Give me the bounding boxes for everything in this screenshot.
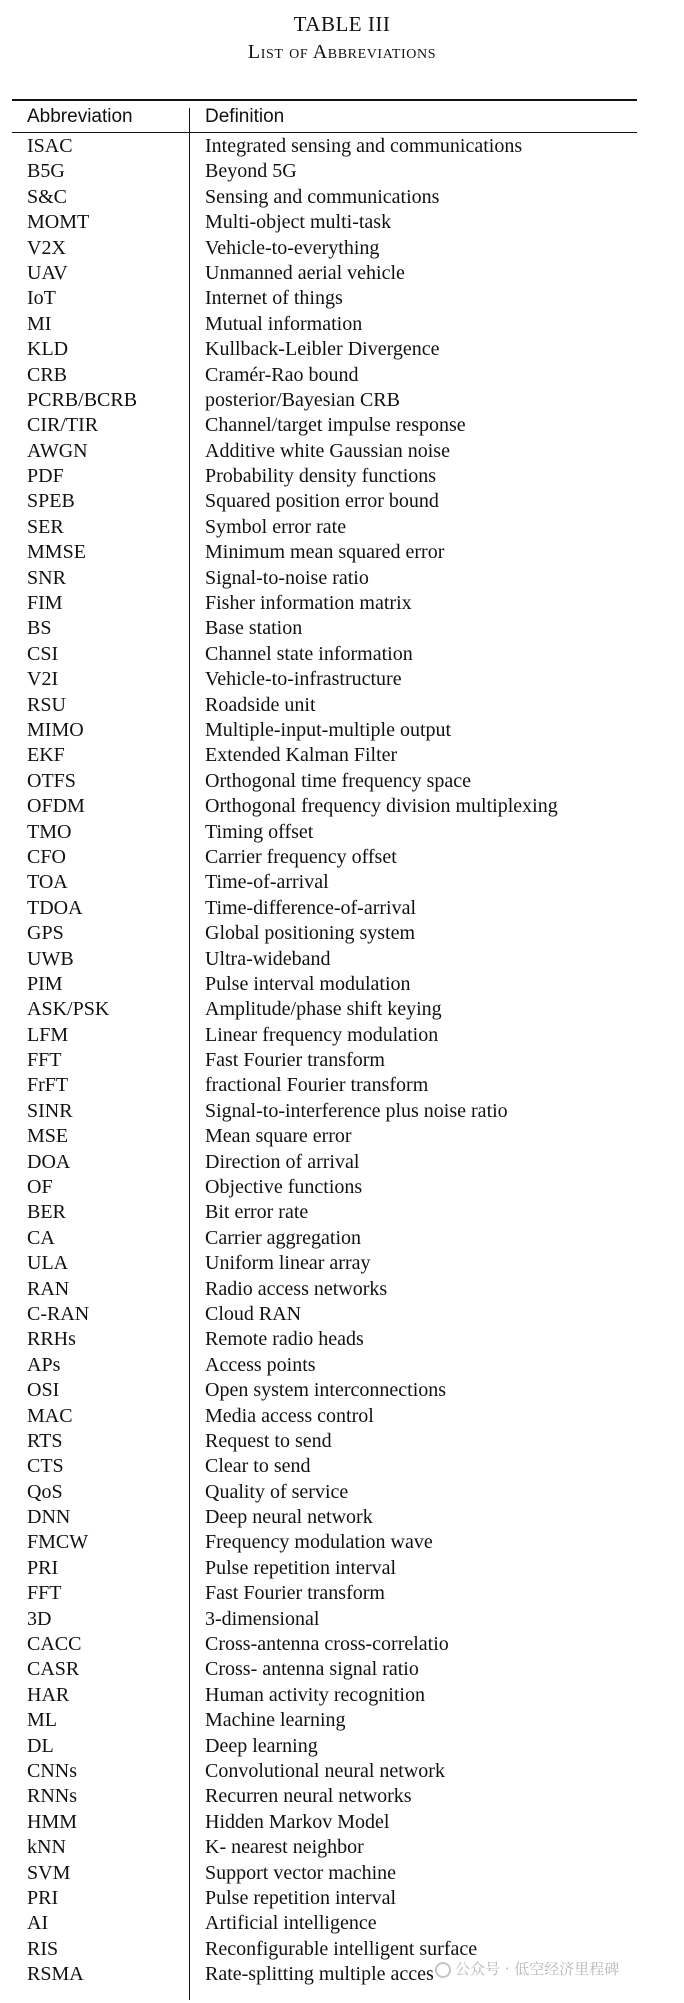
abbreviation-cell: TMO [27, 820, 72, 843]
table-row [0, 439, 684, 464]
table-row [0, 642, 684, 667]
definition-cell: Request to send [205, 1429, 332, 1452]
abbreviation-cell: OF [27, 1176, 53, 1199]
abbreviation-cell: SPEB [27, 490, 75, 513]
definition-cell: Vehicle-to-everything [205, 236, 380, 259]
abbreviation-cell: HAR [27, 1683, 70, 1706]
definition-cell: Signal-to-interference plus noise ratio [205, 1099, 508, 1122]
table-row [0, 1454, 684, 1479]
abbreviation-cell: FrFT [27, 1074, 69, 1097]
abbreviation-cell: KLD [27, 338, 69, 361]
abbreviation-cell: MAC [27, 1404, 73, 1427]
abbreviation-cell: B5G [27, 160, 65, 183]
table-row [0, 1607, 684, 1632]
table-row [0, 896, 684, 921]
definition-cell: Additive white Gaussian noise [205, 439, 450, 462]
definition-cell: Ultra-wideband [205, 947, 331, 970]
table-row [0, 997, 684, 1022]
definition-cell: 3-dimensional [205, 1607, 320, 1630]
definition-cell: Multiple-input-multiple output [205, 718, 452, 741]
definition-cell: Reconfigurable intelligent surface [205, 1937, 478, 1960]
definition-cell: Beyond 5G [205, 160, 297, 183]
table-row [0, 261, 684, 286]
table-row [0, 1861, 684, 1886]
table-row [0, 1911, 684, 1936]
table-row [0, 667, 684, 692]
abbreviation-cell: FMCW [27, 1531, 89, 1554]
abbreviation-cell: FFT [27, 1049, 62, 1072]
table-row [0, 1480, 684, 1505]
table-row [0, 489, 684, 514]
abbreviation-cell: MI [27, 312, 52, 335]
table-row [0, 210, 684, 235]
abbreviation-cell: OFDM [27, 795, 85, 818]
definition-cell: Linear frequency modulation [205, 1023, 439, 1046]
definition-cell: K- nearest neighbor [205, 1836, 364, 1859]
table-row [0, 1175, 684, 1200]
definition-cell: Support vector machine [205, 1861, 397, 1884]
table-row [0, 794, 684, 819]
definition-cell: Channel/target impulse response [205, 414, 466, 437]
abbreviation-cell: OTFS [27, 769, 76, 792]
abbreviation-cell: CSI [27, 642, 59, 665]
abbreviation-cell: V2I [27, 668, 59, 691]
table-row [0, 870, 684, 895]
abbreviation-cell: QoS [27, 1480, 63, 1503]
abbreviation-cell: ULA [27, 1252, 69, 1275]
definition-cell: Amplitude/phase shift keying [205, 998, 442, 1021]
definition-cell: Orthogonal frequency division multiplexing [205, 795, 558, 818]
definition-cell: Orthogonal time frequency space [205, 769, 472, 792]
table-row [0, 1784, 684, 1809]
definition-cell: Signal-to-noise ratio [205, 566, 369, 589]
definition-cell: Media access control [205, 1404, 374, 1427]
table-row [0, 1810, 684, 1835]
abbreviation-cell: CRB [27, 363, 68, 386]
definition-cell: Internet of things [205, 287, 343, 310]
table-row [0, 616, 684, 641]
table-row [0, 540, 684, 565]
definition-cell: Time-difference-of-arrival [205, 896, 417, 919]
definition-cell: Cloud RAN [205, 1302, 302, 1325]
table-row [0, 159, 684, 184]
abbreviation-cell: MMSE [27, 541, 86, 564]
table-row [0, 1632, 684, 1657]
table-row [0, 464, 684, 489]
table-row [0, 1505, 684, 1530]
table-row [0, 1200, 684, 1225]
table-row [0, 591, 684, 616]
definition-cell: Access points [205, 1353, 316, 1376]
abbreviation-cell: OSI [27, 1379, 60, 1402]
abbreviation-cell: CIR/TIR [27, 414, 99, 437]
table-row [0, 1277, 684, 1302]
abbreviation-cell: APs [27, 1353, 61, 1376]
header-abbreviation: Abbreviation [27, 106, 133, 127]
table-row [0, 743, 684, 768]
definition-cell: Fast Fourier transform [205, 1582, 385, 1605]
table-row [0, 1657, 684, 1682]
abbreviation-cell: C-RAN [27, 1302, 90, 1325]
abbreviation-cell: BS [27, 617, 52, 640]
definition-cell: Pulse repetition interval [205, 1886, 397, 1909]
definition-cell: Radio access networks [205, 1277, 388, 1300]
abbreviation-cell: PRI [27, 1886, 59, 1909]
definition-cell: Frequency modulation wave [205, 1531, 433, 1554]
table-row [0, 1581, 684, 1606]
abbreviation-cell: ISAC [27, 135, 73, 157]
table-title: List of Abbreviations [247, 41, 437, 63]
abbreviation-cell: PIM [27, 972, 63, 995]
table-row [0, 845, 684, 870]
definition-cell: Cramér-Rao bound [205, 363, 359, 386]
abbreviation-cell: PRI [27, 1556, 59, 1579]
table-row [0, 921, 684, 946]
definition-cell: Quality of service [205, 1480, 349, 1503]
abbreviation-cell: SER [27, 515, 64, 538]
definition-cell: Sensing and communications [205, 185, 440, 208]
abbreviation-cell: MOMT [27, 211, 90, 234]
definition-cell: Rate-splitting multiple acces [205, 1963, 434, 1986]
table-row [0, 413, 684, 438]
definition-cell: Squared position error bound [205, 490, 439, 513]
abbreviation-cell: FIM [27, 592, 63, 615]
abbreviation-cell: MSE [27, 1125, 69, 1148]
table-row [0, 1226, 684, 1251]
abbreviation-cell: RSMA [27, 1963, 84, 1986]
definition-cell: Mean square error [205, 1125, 352, 1148]
abbreviation-cell: EKF [27, 744, 65, 767]
definition-cell: Open system interconnections [205, 1379, 447, 1402]
definition-cell: Channel state information [205, 642, 413, 665]
definition-cell: Probability density functions [205, 465, 437, 488]
definition-cell: Clear to send [205, 1455, 311, 1478]
definition-cell: Bit error rate [205, 1201, 309, 1224]
watermark [435, 1958, 619, 1979]
definition-cell: Minimum mean squared error [205, 541, 445, 564]
definition-cell: Deep neural network [205, 1506, 373, 1529]
definition-cell: Convolutional neural network [205, 1760, 445, 1782]
abbreviation-cell: 3D [27, 1607, 52, 1630]
table-row [0, 1048, 684, 1073]
table-row [0, 1251, 684, 1276]
definition-cell: Cross-antenna cross-correlatio [205, 1633, 449, 1656]
abbreviation-cell: LFM [27, 1023, 69, 1046]
table-row [0, 312, 684, 337]
definition-cell: Human activity recognition [205, 1683, 425, 1706]
definition-cell: Global positioning system [205, 922, 415, 945]
abbreviation-cell: TDOA [27, 896, 83, 919]
table-row [0, 718, 684, 743]
table-row [0, 515, 684, 540]
definition-cell: Timing offset [205, 820, 314, 843]
abbreviation-cell: IoT [27, 287, 56, 310]
definition-cell: Fisher information matrix [205, 592, 412, 615]
table-row [0, 185, 684, 210]
table-header-rule [12, 132, 637, 133]
abbreviation-cell: ASK/PSK [27, 998, 110, 1021]
abbreviation-cell: ML [27, 1709, 57, 1732]
table-row [0, 947, 684, 972]
abbreviation-cell: AWGN [27, 439, 88, 462]
table-row [0, 1683, 684, 1708]
table-row [0, 363, 684, 388]
definition-cell: Hidden Markov Model [205, 1810, 390, 1833]
definition-cell: Multi-object multi-task [205, 211, 392, 234]
abbreviation-cell: GPS [27, 922, 64, 945]
definition-cell: Direction of arrival [205, 1150, 360, 1173]
definition-cell: Unmanned aerial vehicle [205, 261, 405, 284]
definition-cell: Fast Fourier transform [205, 1049, 385, 1072]
header-definition: Definition [205, 106, 285, 127]
table-row [0, 1708, 684, 1733]
table-number: TABLE III [293, 12, 391, 36]
abbreviation-cell: UAV [27, 261, 68, 284]
definition-cell: Artificial intelligence [205, 1912, 377, 1935]
definition-cell: Pulse interval modulation [205, 972, 411, 995]
abbreviation-cell: S&C [27, 185, 68, 208]
abbreviation-cell: PCRB/BCRB [27, 388, 138, 411]
table-row [0, 1429, 684, 1454]
table-header-row [0, 106, 684, 132]
abbreviation-cell: MIMO [27, 718, 84, 741]
table-row [0, 1150, 684, 1175]
table-row [0, 1886, 684, 1911]
abbreviation-cell: RAN [27, 1277, 70, 1300]
table-row [0, 1302, 684, 1327]
abbreviation-cell: CNNs [27, 1760, 78, 1782]
table-row [0, 769, 684, 794]
table-row [0, 1353, 684, 1378]
definition-cell: Cross- antenna signal ratio [205, 1658, 419, 1681]
definition-cell: Pulse repetition interval [205, 1556, 397, 1579]
definition-cell: Carrier frequency offset [205, 845, 397, 868]
definition-cell: Recurren neural networks [205, 1785, 412, 1808]
table-row [0, 1530, 684, 1555]
definition-cell: Carrier aggregation [205, 1226, 362, 1249]
abbreviation-cell: PDF [27, 465, 64, 488]
abbreviation-cell: AI [27, 1912, 49, 1935]
table-row [0, 1734, 684, 1759]
table-row [0, 1759, 684, 1784]
abbreviation-cell: V2X [27, 236, 66, 259]
abbreviation-cell: kNN [27, 1836, 66, 1859]
table-row [0, 1023, 684, 1048]
table-row [0, 566, 684, 591]
definition-cell: Extended Kalman Filter [205, 744, 398, 767]
abbreviation-cell: CASR [27, 1658, 80, 1681]
definition-cell: Time-of-arrival [205, 871, 329, 894]
definition-cell: Vehicle-to-infrastructure [205, 668, 402, 691]
table-row [0, 388, 684, 413]
definition-cell: fractional Fourier transform [205, 1074, 429, 1097]
definition-cell: Kullback-Leibler Divergence [205, 338, 440, 361]
definition-cell: Mutual information [205, 312, 363, 335]
abbreviation-cell: RRHs [27, 1328, 76, 1351]
table-row [0, 820, 684, 845]
table-row [0, 337, 684, 362]
abbreviation-cell: HMM [27, 1810, 78, 1833]
watermark-text: 公众号 · 低空经济里程碑 [455, 1960, 620, 1978]
table-row [0, 1099, 684, 1124]
table-top-rule [12, 99, 637, 101]
abbreviation-cell: DL [27, 1734, 54, 1757]
wechat-icon [435, 1962, 451, 1978]
abbreviation-cell: RTS [27, 1429, 63, 1452]
table-row [0, 134, 684, 159]
definition-cell: Remote radio heads [205, 1328, 364, 1351]
definition-cell: Uniform linear array [205, 1252, 371, 1275]
abbreviation-cell: CFO [27, 845, 66, 868]
table-row [0, 1124, 684, 1149]
abbreviation-cell: UWB [27, 947, 74, 970]
table-row [0, 1327, 684, 1352]
table-row [0, 1073, 684, 1098]
definition-cell: Symbol error rate [205, 515, 347, 538]
definition-cell: Deep learning [205, 1734, 318, 1757]
abbreviation-cell: SINR [27, 1099, 73, 1122]
abbreviation-cell: CA [27, 1226, 55, 1249]
abbreviation-cell: FFT [27, 1582, 62, 1605]
table-row [0, 693, 684, 718]
abbreviation-cell: RSU [27, 693, 66, 716]
abbreviation-cell: TOA [27, 871, 68, 894]
definition-cell: Objective functions [205, 1176, 363, 1199]
table-row [0, 972, 684, 997]
abbreviation-cell: DOA [27, 1150, 71, 1173]
table-row [0, 236, 684, 261]
definition-cell: Machine learning [205, 1709, 346, 1732]
table-row [0, 1404, 684, 1429]
definition-cell: Roadside unit [205, 693, 316, 716]
abbreviation-cell: SNR [27, 566, 66, 589]
table-row [0, 1556, 684, 1581]
abbreviation-cell: BER [27, 1201, 66, 1224]
table-row [0, 1378, 684, 1403]
abbreviation-cell: CACC [27, 1633, 82, 1656]
abbreviation-cell: SVM [27, 1861, 71, 1884]
abbreviation-cell: RNNs [27, 1785, 78, 1808]
table-row [0, 1835, 684, 1860]
definition-cell: Base station [205, 617, 303, 640]
definition-cell: posterior/Bayesian CRB [205, 388, 400, 411]
table-row [0, 286, 684, 311]
abbreviation-cell: CTS [27, 1455, 64, 1478]
table-body [0, 134, 684, 1988]
abbreviation-cell: DNN [27, 1506, 71, 1529]
definition-cell: Integrated sensing and communications [205, 135, 523, 157]
abbreviation-cell: RIS [27, 1937, 59, 1960]
